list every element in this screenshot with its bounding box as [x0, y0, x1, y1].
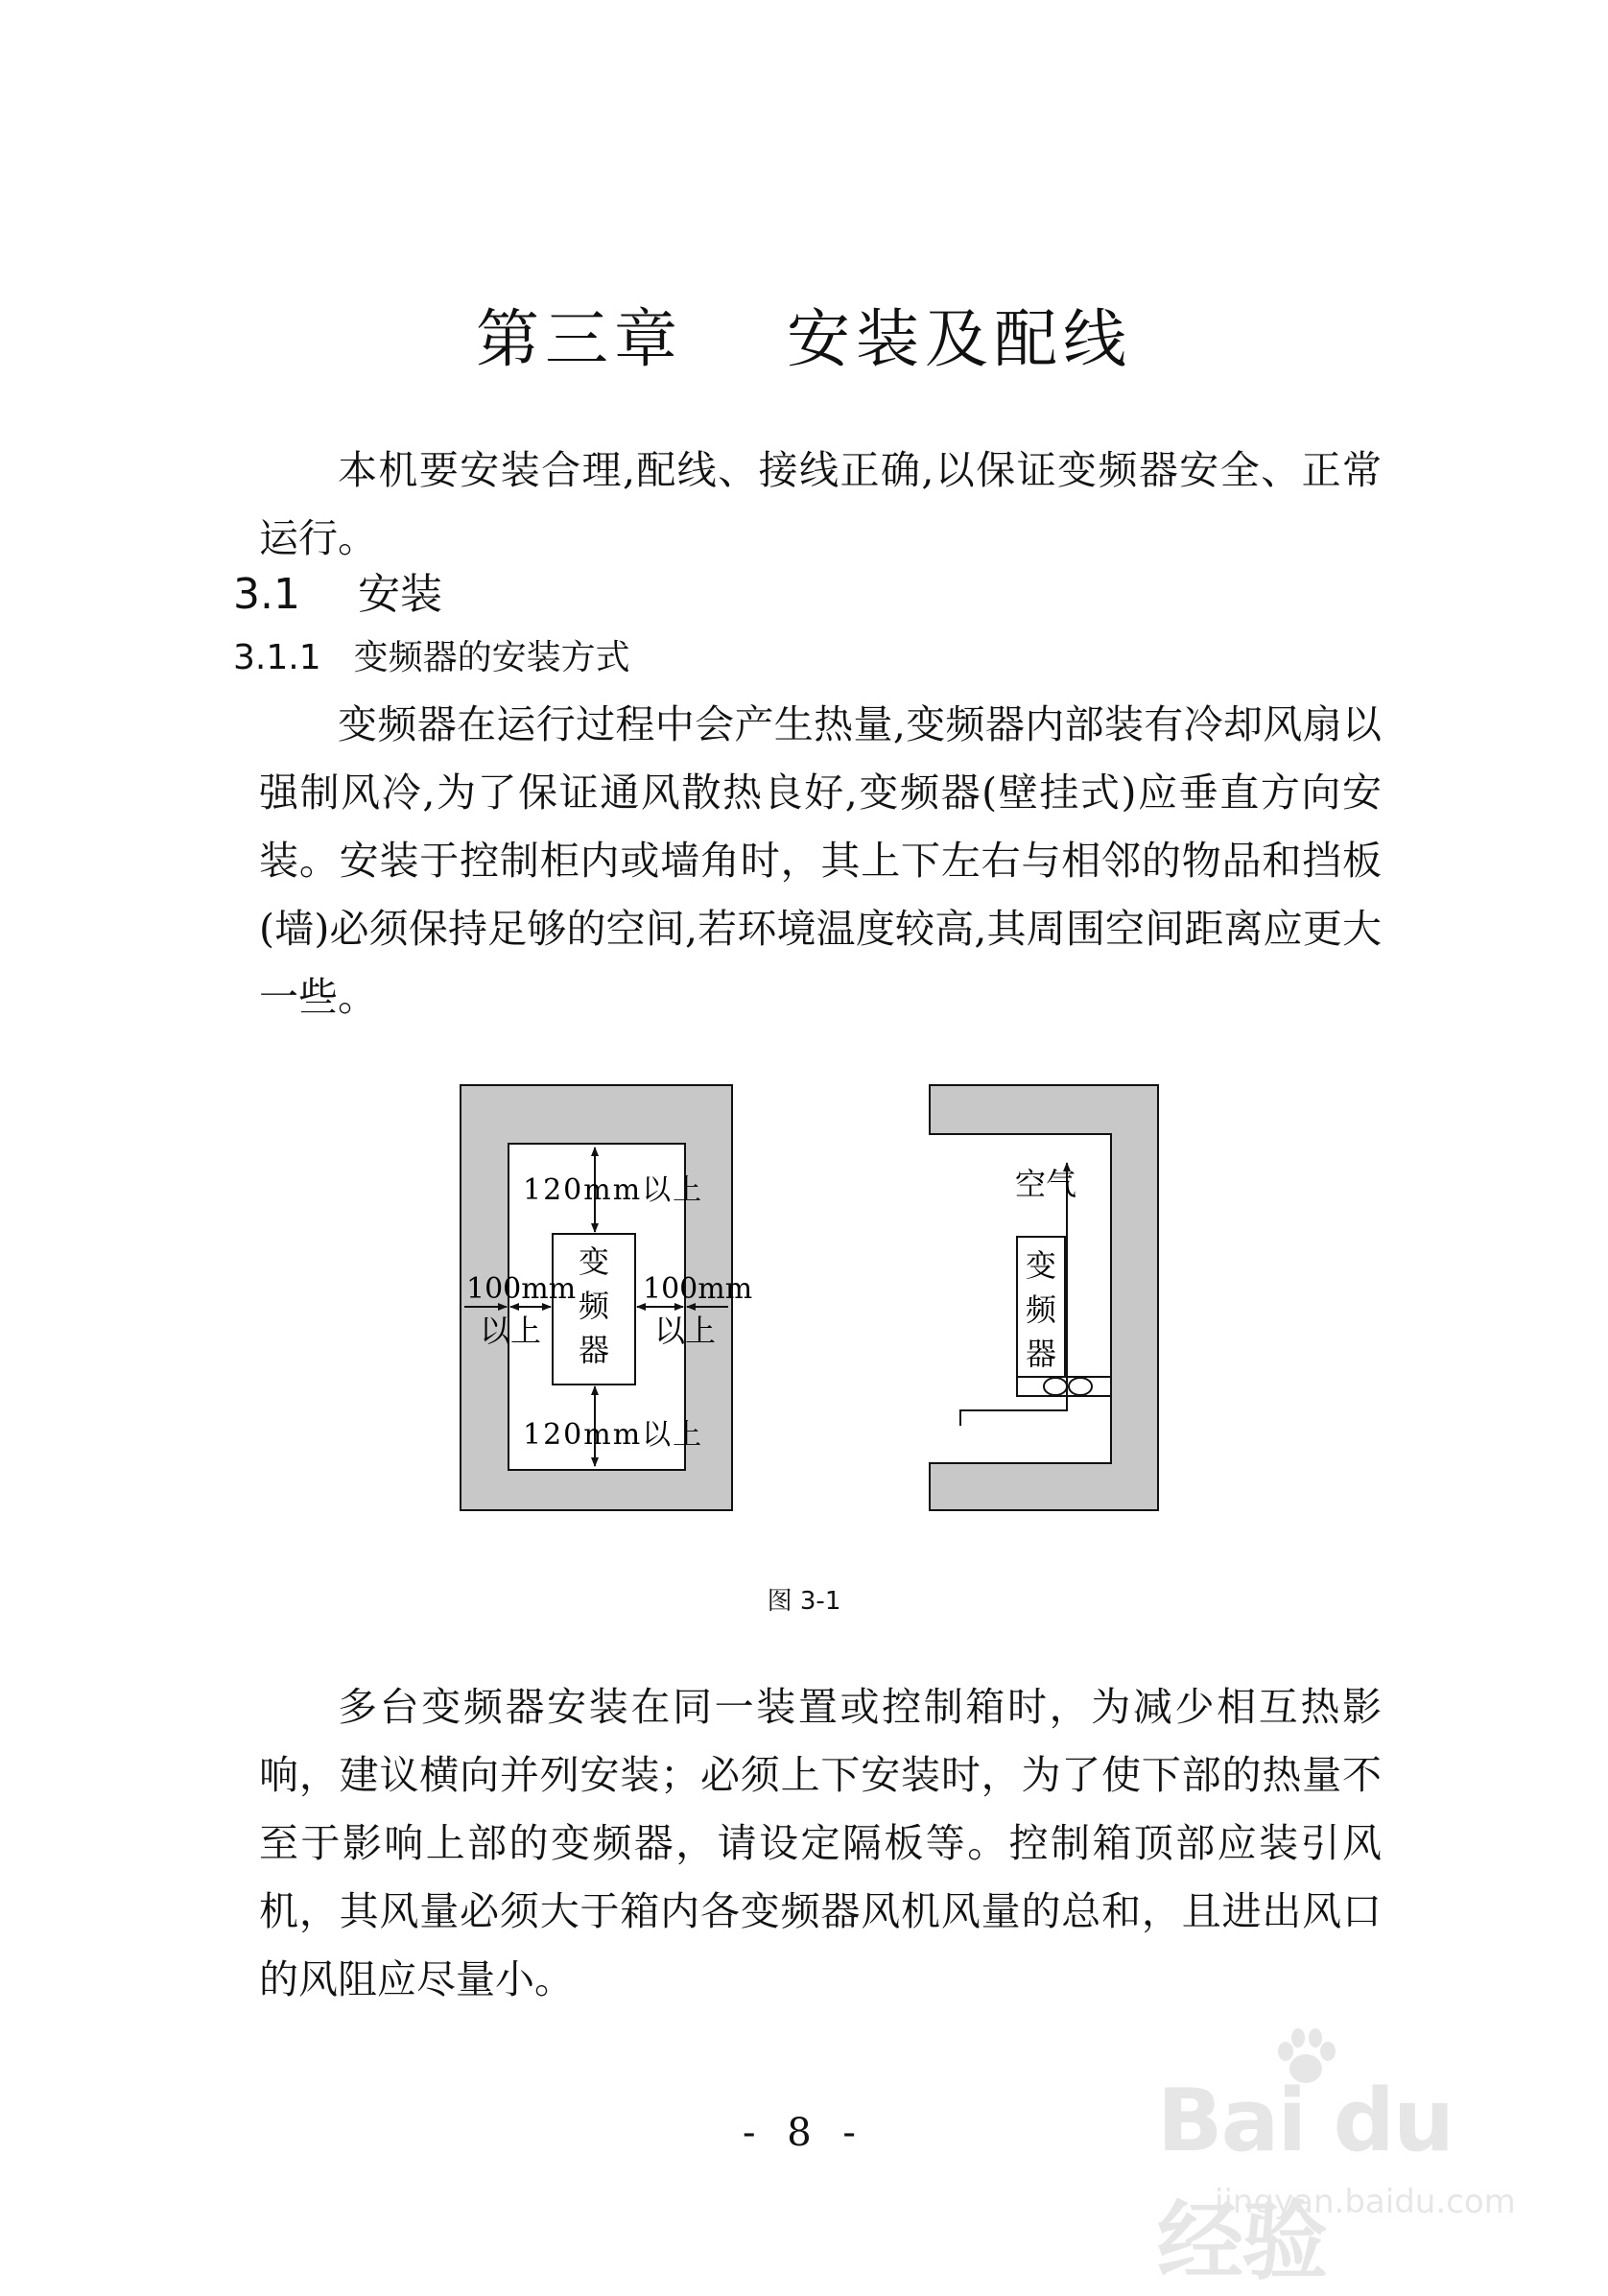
chapter-title: 第三章 安装及配线: [476, 302, 1132, 376]
section-number: 3.1: [233, 570, 300, 619]
fan-icon-left: [1044, 1378, 1067, 1395]
body-paragraph-2: 多台变频器安装在同一装置或控制箱时，为减少相互热影响，建议横向并列安装；必须上下安装时，为了使下部的热量不至于影响上部的变频器，请设定隔板等。控制箱顶部应装引风机，其风量必须大于箱内各变频器风机风量的总和，且进出风口的风阻应尽量小。: [259, 1684, 1382, 2002]
baidu-watermark: [1157, 2053, 1541, 2292]
watermark-url: jingyan.baidu.com: [1215, 2183, 1516, 2221]
clearance-diagram: [461, 1085, 752, 1510]
left-clearance-label-1: 100mm: [466, 1272, 577, 1306]
inverter-side-char-3: 器: [1025, 1336, 1057, 1372]
intro-paragraph: 本机要安装合理,配线、接线正确,以保证变频器安全、正常运行。: [259, 447, 1382, 561]
inverter-side-char-2: 频: [1025, 1291, 1057, 1328]
air-label: 空气: [1015, 1166, 1077, 1202]
left-clearance-label-2: 以上: [480, 1313, 542, 1349]
body-paragraph-1: 变频器在运行过程中会产生热量,变频器内部装有冷却风扇以强制风冷,为了保证通风散热良好,变频器(壁挂式)应垂直方向安装。安装于控制柜内或墙角时，其上下左右与相邻的物品和挡板(墙)必须保持足够的空间,若环境温度较高,其周围空间距离应更大一些。: [259, 701, 1382, 1020]
section-title: 安装: [357, 570, 442, 619]
watermark-brand: Bai du 经验: [1157, 2071, 1454, 2292]
inverter-char-3: 器: [578, 1332, 610, 1368]
fan-icon-right: [1069, 1378, 1092, 1395]
subsection-number: 3.1.1: [233, 638, 321, 677]
page-number: - 8 -: [743, 2111, 865, 2155]
subsection-title: 变频器的安装方式: [353, 638, 630, 677]
inverter-char-1: 变: [578, 1243, 610, 1280]
right-clearance-label-1: 100mm: [643, 1272, 753, 1306]
bottom-clearance-label: 120mm以上: [523, 1418, 704, 1452]
inverter-char-2: 频: [578, 1288, 610, 1324]
inverter-side-char-1: 变: [1025, 1247, 1057, 1284]
figure-caption: 图 3-1: [767, 1587, 841, 1616]
airflow-diagram: [930, 1085, 1158, 1510]
top-clearance-label: 120mm以上: [523, 1173, 704, 1207]
right-clearance-label-2: 以上: [654, 1313, 717, 1349]
